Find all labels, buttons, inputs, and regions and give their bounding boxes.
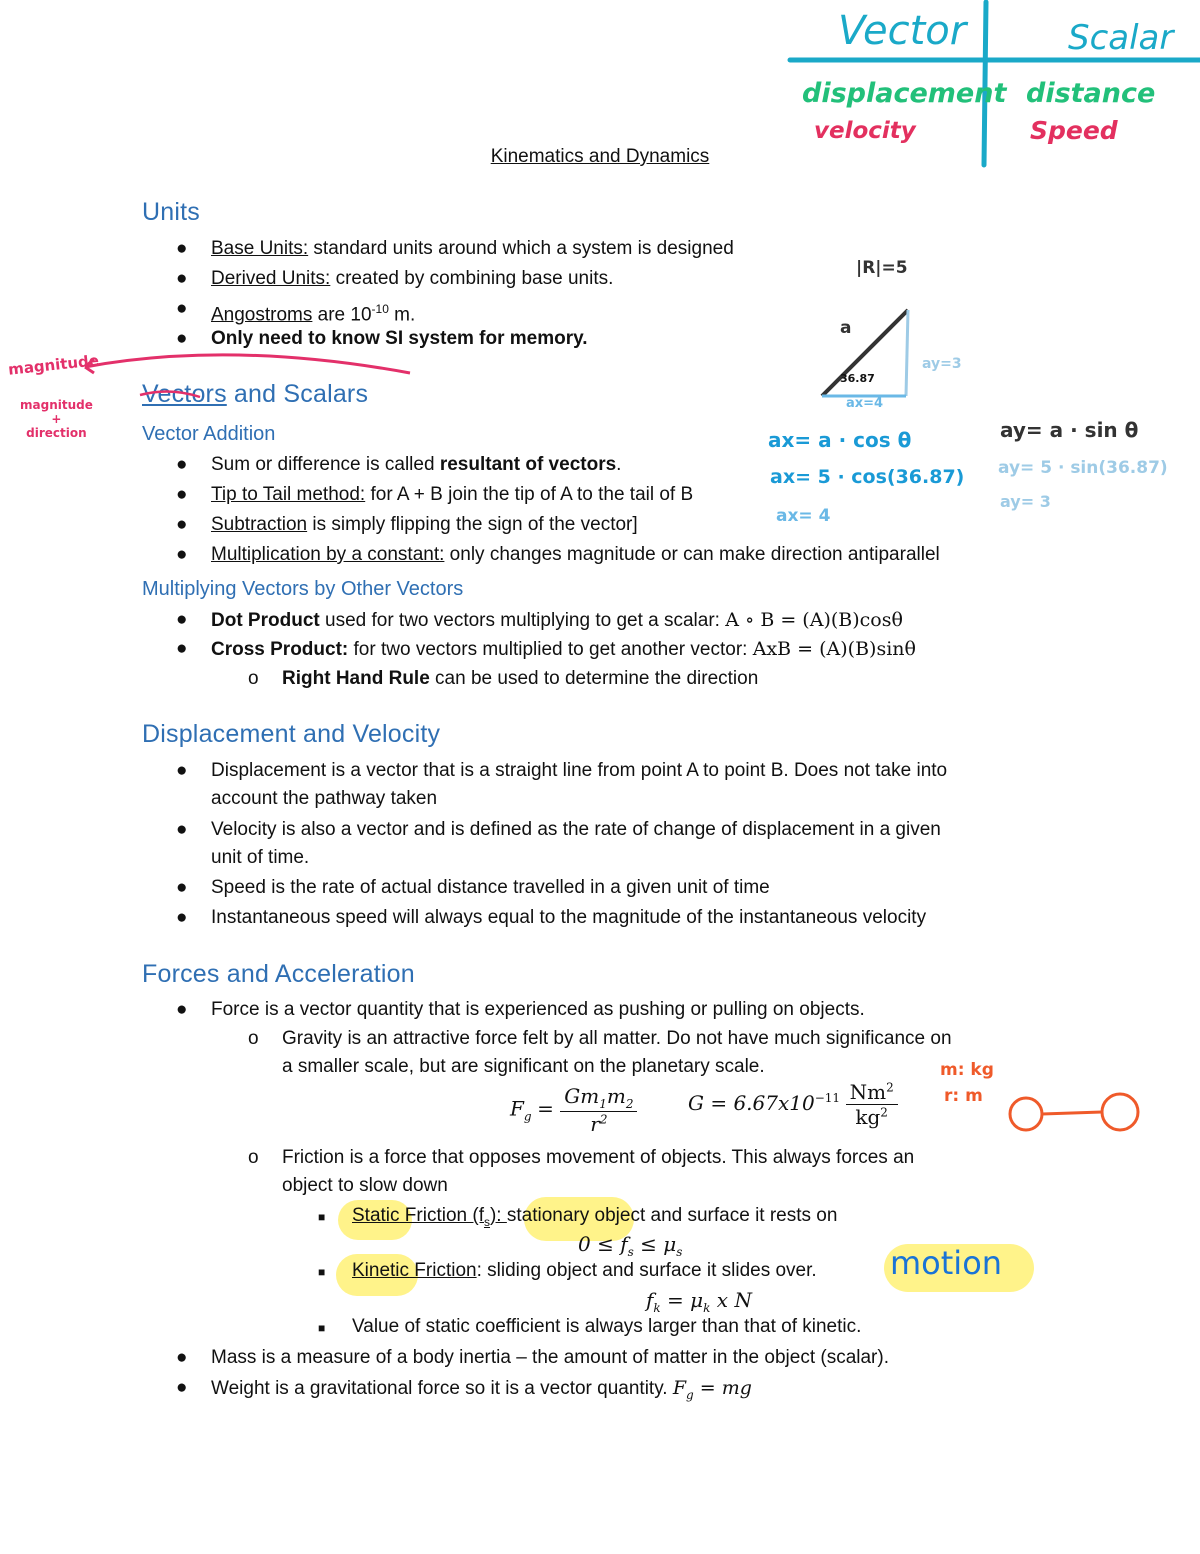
list-item-right-hand-rule: o Right Hand Rule can be used to determine the direction (248, 668, 759, 689)
equation-kinetic-friction: $f_k = \mu_k$ x N (646, 1288, 752, 1315)
list-item-coefficient: ■ Value of static coefficient is always larger than that of kinetic. (318, 1316, 862, 1337)
pink-arrow (80, 345, 420, 415)
list-item-tip-to-tail: ● Tip to Tail method: for A + B join the tip of A to the tail of B (176, 484, 694, 505)
subheading-vector-addition: Vector Addition (142, 423, 276, 445)
note-ay-line1: ay= a · sin θ (1000, 418, 1139, 442)
list-item-force: ● Force is a vector quantity that is experienced as pushing or pulling on objects. (176, 999, 865, 1020)
note-units-m: m: kg (940, 1060, 994, 1080)
list-item-cross-product: ● Cross Product: for two vectors multiplied to get another vector: AxB = (A)(B)sinθ (176, 638, 916, 660)
scalar-header: Scalar (1068, 18, 1174, 58)
list-item-angstroms: ● Angostroms are $10^{-10}$ m. (176, 298, 416, 326)
equation-static-friction: $0 \le f_s \le \mu_s$ (578, 1232, 683, 1259)
note-ay-line2: ay= 5 · sin(36.87) (998, 458, 1168, 478)
note-side-a: a (840, 318, 852, 338)
list-item-displacement: ● Displacement is a vector that is a straight line from point A to point B. Does not take into (176, 760, 948, 781)
list-item-multiplication: ● Multiplication by a constant: only changes magnitude or can make direction antiparallel (176, 544, 940, 565)
equation-gravitational-constant: $G = 6.67x10^{-11}$ $\frac{Nm^2}{kg^2}$ (688, 1080, 898, 1129)
note-magnitude: magnitude (7, 351, 100, 379)
note-ax-line2: ax= 5 · cos(36.87) (770, 466, 965, 488)
list-item-gravity-cont: a smaller scale, but are significant on the planetary scale. (282, 1056, 765, 1077)
note-units-r: r: m (944, 1086, 983, 1106)
list-item-kinetic-friction: ■ Kinetic Friction: sliding object and surface it slides over. (318, 1260, 817, 1281)
note-motion: motion (890, 1244, 1003, 1282)
list-item-instantaneous: ● Instantaneous speed will always equal to the magnitude of the instantaneous velocity (176, 907, 927, 928)
heading-displacement-velocity: Displacement and Velocity (142, 720, 441, 748)
heading-vectors-scalars: Vectors and Scalars (142, 380, 369, 408)
note-ay-line3: ay= 3 (1000, 492, 1051, 511)
list-item-friction: o Friction is a force that opposes movement of objects. This always forces an (248, 1147, 915, 1168)
note-r-magnitude: |R|=5 (856, 258, 908, 278)
list-item-derived-units: ● Derived Units: created by combining base units. (176, 268, 614, 289)
note-side-ay: ay=3 (922, 356, 962, 372)
vector-triangle-diagram (810, 300, 940, 410)
note-magnitude-direction: magnitude + direction (20, 398, 93, 440)
bullet: ● (176, 238, 188, 259)
masses-sketch (1004, 1092, 1144, 1136)
heading-forces-acceleration: Forces and Acceleration (142, 960, 415, 988)
note-angle: 36.87 (840, 372, 875, 385)
scalar-item-distance: distance (1026, 78, 1156, 109)
list-item-subtraction: ● Subtraction is simply flipping the sign of the vector] (176, 514, 638, 535)
list-item-displacement-cont: account the pathway taken (211, 788, 438, 809)
page-title: Kinematics and Dynamics (490, 146, 710, 167)
list-item-gravity: o Gravity is an attractive force felt by all matter. Do not have much significance on (248, 1028, 952, 1049)
heading-units: Units (142, 198, 200, 226)
list-item-velocity: ● Velocity is also a vector and is defined as the rate of change of displacement in a given (176, 819, 941, 840)
list-item-weight: ● Weight is a gravitational force so it is a vector quantity. $F_g$ = mg (176, 1377, 752, 1402)
list-item-dot-product: ● Dot Product used for two vectors multiplying to get a scalar: A ∘ B = (A)(B)cosθ (176, 609, 903, 631)
vector-header: Vector (838, 8, 967, 54)
list-item-friction-cont: object to slow down (282, 1175, 448, 1196)
list-item-resultant: ● Sum or difference is called resultant of vectors. (176, 454, 622, 475)
subheading-multiplying-vectors: Multiplying Vectors by Other Vectors (142, 578, 464, 600)
equation-gravity-force: $F_g$ = $\frac{Gm_1m_2}{r^2}$ (510, 1084, 637, 1136)
note-ax-line1: ax= a · cos θ (768, 428, 912, 452)
list-item-mass: ● Mass is a measure of a body inertia – the amount of matter in the object (scalar). (176, 1347, 889, 1368)
note-ax-line3: ax= 4 (776, 506, 831, 526)
note-side-ax: ax=4 (846, 396, 884, 411)
list-item-static-friction: ■ Static Friction $(f_s)$: stationary object and surface it rests on (318, 1205, 838, 1229)
vector-item-velocity: velocity (814, 118, 916, 144)
list-item-base-units: ● Base Units: standard units around which a system is designed (176, 238, 734, 259)
list-item-speed: ● Speed is the rate of actual distance travelled in a given unit of time (176, 877, 770, 898)
scalar-item-speed: Speed (1030, 116, 1118, 145)
list-item-si-system: ● Only need to know SI system for memory. (176, 328, 588, 349)
vector-item-displacement: displacement (802, 78, 1007, 109)
list-item-velocity-cont: unit of time. (211, 847, 310, 868)
